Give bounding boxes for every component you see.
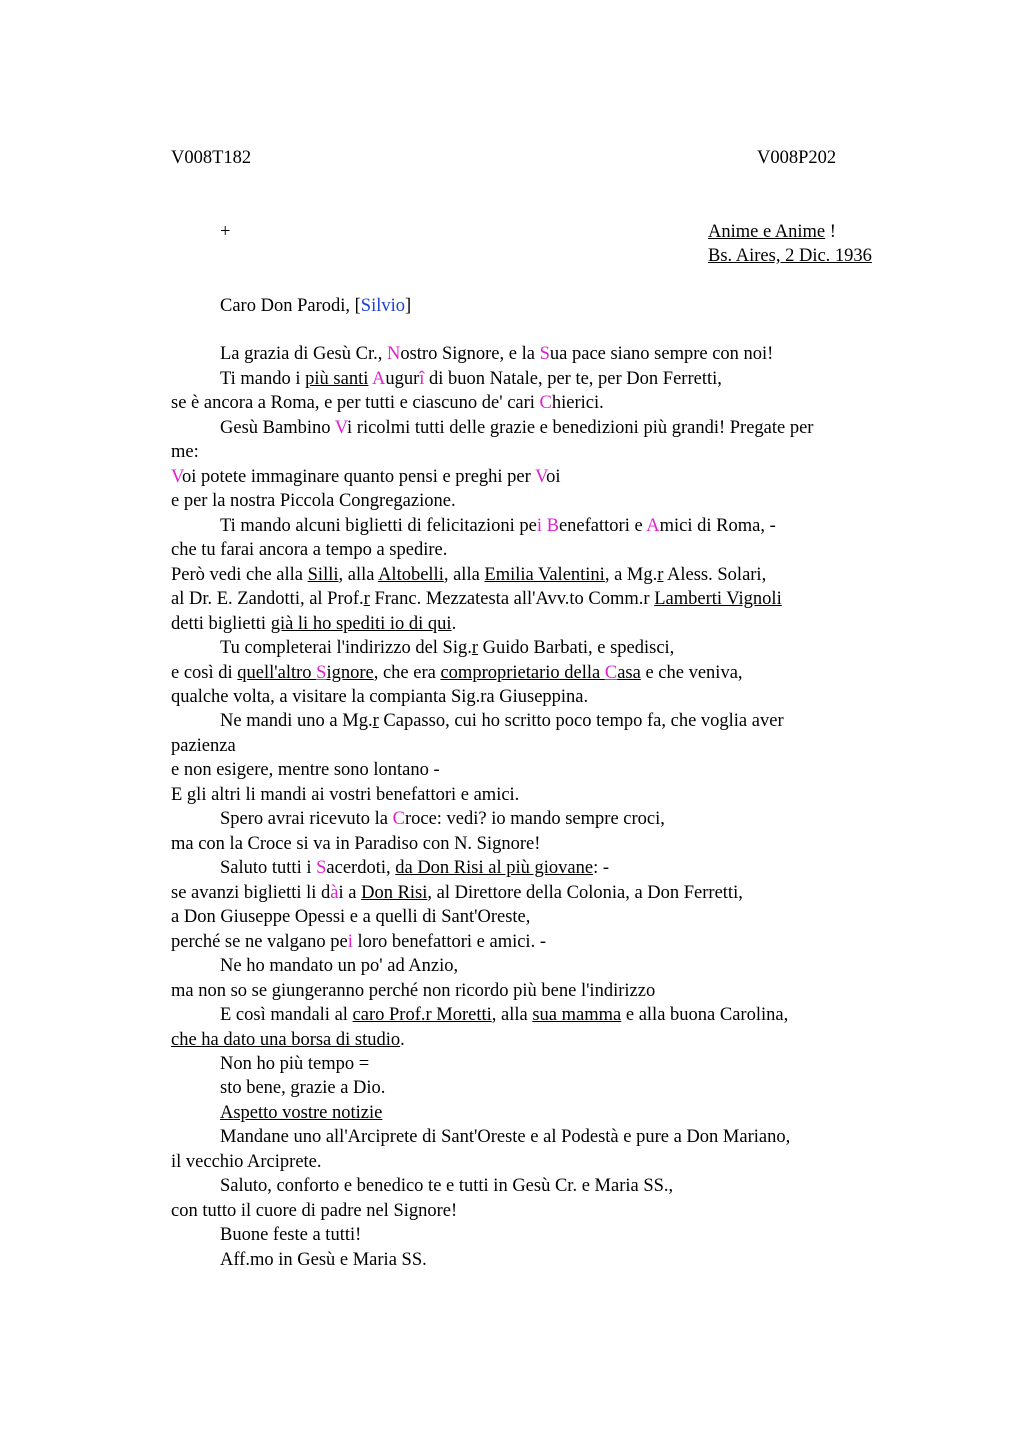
letter-line: Saluto, conforto e benedico te e tutti in Gesù Cr. e Maria SS., [220, 1176, 674, 1196]
letter-line: me: [171, 442, 199, 462]
motto-text: Anime e Anime [708, 222, 826, 242]
letter-line: La grazia di Gesù Cr., Nostro Signore, e la Sua pace siano sempre con noi! [220, 344, 774, 364]
letter-line: Tu completerai l'indirizzo del Sig.r Guido Barbati, e spedisci, [220, 638, 675, 658]
letter-line: Buone feste a tutti! [220, 1225, 362, 1245]
letter-line: se avanzi biglietti li dài a Don Risi, al Direttore della Colonia, a Don Ferretti, [171, 883, 743, 903]
letter-line: Ne ho mandato un po' ad Anzio, [220, 956, 459, 976]
recipient-name: Silvio [360, 296, 406, 316]
letter-line: E così mandali al caro Prof.r Moretti, alla sua mamma e alla buona Carolina, [220, 1005, 789, 1025]
letter-line: ma non so se giungeranno perché non ricordo più bene l'indirizzo [171, 981, 656, 1001]
closing-signature: Aff.mo in Gesù e Maria SS. [220, 1250, 427, 1270]
letter-line: Ti mando alcuni biglietti di felicitazioni pei Benefattori e Amici di Roma, - [220, 516, 776, 536]
letter-line: e per la nostra Piccola Congregazione. [171, 491, 456, 511]
letter-line: che tu farai ancora a tempo a spedire. [171, 540, 448, 560]
letter-line: che ha dato una borsa di studio. [171, 1030, 405, 1050]
letter-line: Saluto tutti i Sacerdoti, da Don Risi al più giovane: - [220, 858, 609, 878]
place-date: Bs. Aires, 2 Dic. 1936 [708, 246, 872, 266]
letter-line: perché se ne valgano pei loro benefattori e amici. - [171, 932, 546, 952]
letter-line: Gesù Bambino Vi ricolmi tutti delle grazie e benedizioni più grandi! Pregate per [220, 418, 814, 438]
letter-line: e così di quell'altro Signore, che era comproprietario della Casa e che veniva, [171, 663, 743, 683]
letter-line: pazienza [171, 736, 236, 756]
motto-exclamation: ! [825, 222, 836, 242]
letter-line: con tutto il cuore di padre nel Signore! [171, 1201, 458, 1221]
letter-line: Ti mando i più santi Augurî di buon Natale, per te, per Don Ferretti, [220, 369, 722, 389]
letter-line: Ne mandi uno a Mg.r Capasso, cui ho scritto poco tempo fa, che voglia aver [220, 711, 784, 731]
motto [708, 220, 836, 244]
letter-line: Aspetto vostre notizie [220, 1103, 383, 1123]
letter-line: qualche volta, a visitare la compianta Sig.ra Giuseppina. [171, 687, 589, 707]
letter-line: Non ho più tempo = [220, 1054, 370, 1074]
letter-line: al Dr. E. Zandotti, al Prof.r Franc. Mezzatesta all'Avv.to Comm.r Lamberti Vignoli [171, 589, 782, 609]
letter-line: a Don Giuseppe Opessi e a quelli di Sant'Oreste, [171, 907, 531, 927]
letter-line: Mandane uno all'Arciprete di Sant'Oreste e al Podestà e pure a Don Mariano, [220, 1127, 791, 1147]
letter-line: E gli altri li mandi ai vostri benefattori e amici. [171, 785, 520, 805]
salutation: Caro Don Parodi, [Silvio] [220, 296, 412, 316]
letter-line: Però vedi che alla Silli, alla Altobelli, alla Emilia Valentini, a Mg.r Aless. Solari, [171, 565, 767, 585]
document-code-left: V008T182 [171, 148, 252, 168]
letter-line: Voi potete immaginare quanto pensi e preghi per Voi [171, 467, 561, 487]
letter-line: sto bene, grazie a Dio. [220, 1078, 386, 1098]
letter-line: e non esigere, mentre sono lontano - [171, 760, 440, 780]
letter-line: detti biglietti già li ho spediti io di qui. [171, 614, 457, 634]
letter-line: se è ancora a Roma, e per tutti e ciascuno de' cari Chierici. [171, 393, 604, 413]
cross-mark: + [220, 222, 231, 242]
document-code-right: V008P202 [757, 148, 837, 168]
letter-line: Spero avrai ricevuto la Croce: vedi? io mando sempre croci, [220, 809, 665, 829]
letter-line: ma con la Croce si va in Paradiso con N. Signore! [171, 834, 541, 854]
letter-line: il vecchio Arciprete. [171, 1152, 322, 1172]
